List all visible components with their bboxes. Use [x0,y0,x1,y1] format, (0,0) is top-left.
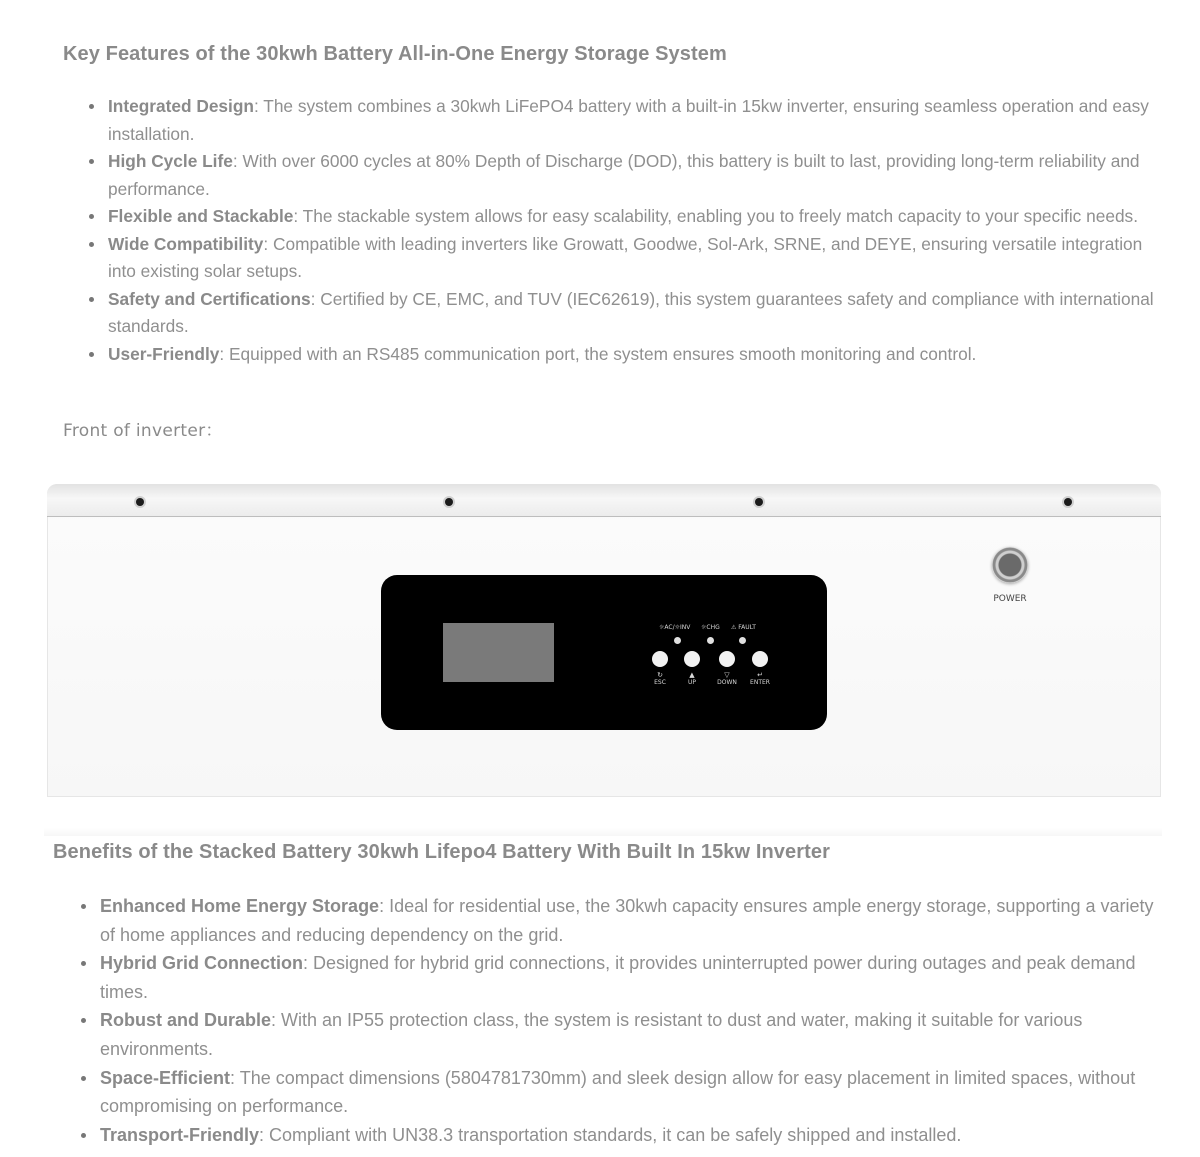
up-arrow-icon: ▲ [689,671,695,679]
lcd-display [443,623,554,682]
list-item [108,231,1158,286]
led-label-ac-inv: ☼AC/☼INV [659,624,691,631]
item-text: : The system combines a 30kwh LiFePO4 battery with a built-in 15kw inverter, ensuring seamless operation and easy installation. [108,96,1149,144]
down-arrow-icon: ▽ [724,671,730,679]
led-label-fault: ⚠ FAULT [731,624,756,631]
esc-button [652,651,668,667]
key-features-list [108,93,1158,368]
up-label: UP [687,679,696,686]
item-text: : Compatible with leading inverters like Growatt, Goodwe, Sol-Ark, SRNE, and DEYE, ensuring versatile integration into existing solar setups. [108,233,1143,281]
screw-icon [755,498,763,506]
power-label: POWER [993,594,1027,604]
item-text: : Designed for hybrid grid connections, it provides uninterrupted power during outages and peak demand times. [100,953,1136,1002]
down-label: DOWN [717,679,737,686]
enter-icon: ↵ [757,671,763,679]
item-title: Flexible and Stackable [108,206,294,226]
inverter-top-strip [47,484,1161,517]
list-item [108,203,1158,231]
power-button-icon [992,547,1028,583]
item-text: : With an IP55 protection class, the system is resistant to dust and water, making it suitable for various environments. [100,1010,1083,1059]
list-item [100,1064,1162,1121]
front-of-inverter-label: Front of inverter： [63,421,223,441]
down-button [719,651,735,667]
list-item [100,1121,1162,1150]
item-title: User-Friendly [108,343,220,364]
item-title: Wide Compatibility [108,233,264,254]
led-ac-inv-indicator [674,637,681,644]
section-divider [44,828,1162,836]
list-item [100,949,1162,1006]
led-label-chg: ☼CHG [701,624,720,631]
item-title: Robust and Durable [100,1010,272,1031]
enter-label: ENTER [750,679,770,686]
list-item [108,286,1158,341]
key-features-heading: Key Features of the 30kwh Battery All-in-One Energy Storage System [63,43,727,65]
screw-icon [1064,498,1072,506]
up-button [684,651,700,667]
item-title: Integrated Design [108,96,254,116]
esc-label: ESC [654,679,666,686]
list-item [108,148,1158,203]
list-item [108,93,1158,148]
item-title: Transport-Friendly [100,1124,260,1145]
inverter-front-image [47,484,1161,797]
screw-icon [136,498,144,506]
led-fault-indicator [739,637,746,644]
item-text: : Compliant with UN38.3 transportation standards, it can be safely shipped and installed. [259,1124,962,1145]
item-title: Enhanced Home Energy Storage [100,896,380,916]
led-chg-indicator [707,637,714,644]
esc-icon: ↻ [657,671,663,679]
screw-icon [445,498,453,506]
inverter-control-panel [381,575,827,730]
item-title: Safety and Certifications [108,288,311,309]
list-item [100,1006,1162,1063]
item-text: : The compact dimensions (5804781730mm) and sleek design allow for easy placement in limited spaces, without compromising on performance. [100,1067,1136,1117]
benefits-list [100,892,1162,1149]
item-title: Hybrid Grid Connection [100,953,304,974]
item-text: : The stackable system allows for easy scalability, enabling you to freely match capacity to your specific needs. [293,206,1138,226]
item-text: : Equipped with an RS485 communication port, the system ensures smooth monitoring and control. [219,343,977,364]
list-item [108,341,1158,369]
item-title: High Cycle Life [108,151,233,171]
benefits-heading: Benefits of the Stacked Battery 30kwh Lifepo4 Battery With Built In 15kw Inverter [53,841,830,863]
list-item [100,892,1162,949]
item-text: : Certified by CE, EMC, and TUV (IEC62619), this system guarantees safety and compliance with international standards. [108,288,1154,336]
enter-button [752,651,768,667]
item-title: Space-Efficient [100,1067,231,1088]
item-text: : Ideal for residential use, the 30kwh capacity ensures ample energy storage, supporting a variety of home appliances and reducing dependency on the grid. [100,896,1154,945]
item-text: : With over 6000 cycles at 80% Depth of Discharge (DOD), this battery is built to last, providing long-term reliability and performance. [108,151,1140,199]
